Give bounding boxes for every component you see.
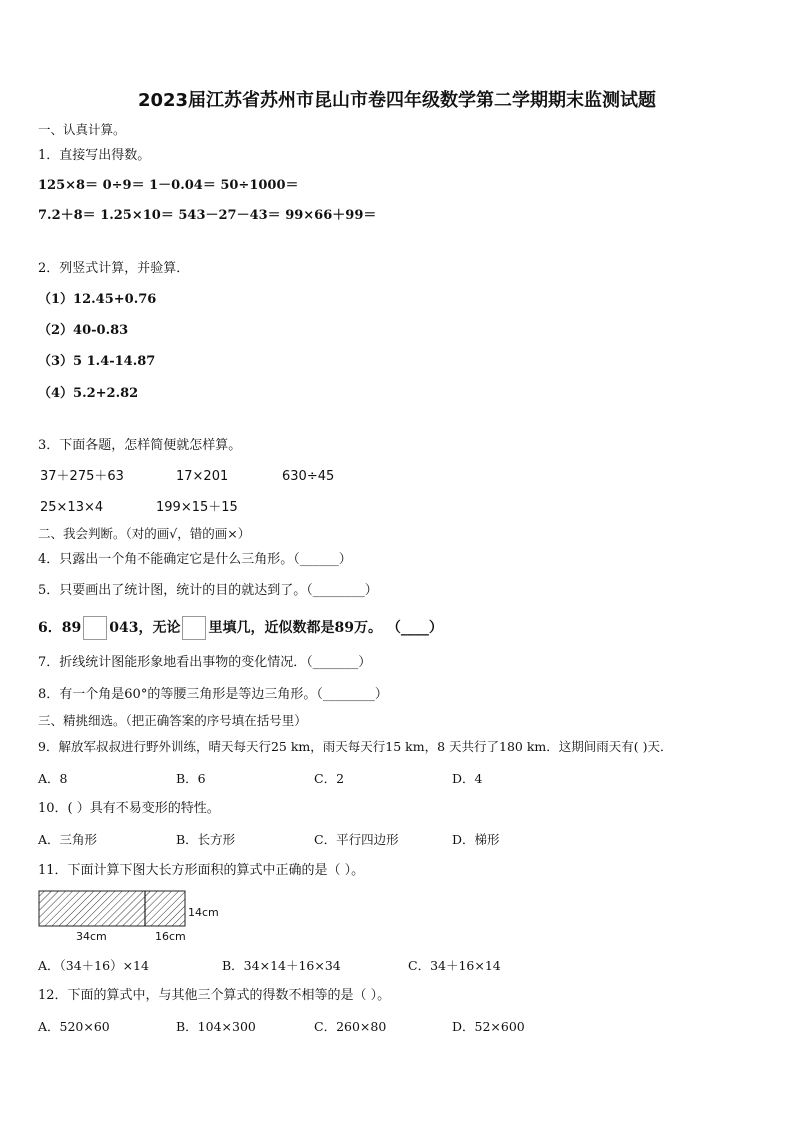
question-8: 8．有一个角是60°的等腰三角形是等边三角形。（________） [38, 687, 388, 702]
question-1-row-2: 7.2＋8＝ 1.25×10＝ 543－27－43＝ 99×66＋99＝ [38, 208, 377, 223]
question-10-option-c: C．平行四边形 [314, 832, 399, 847]
question-3-item-5: 199×15＋15 [156, 500, 238, 515]
height-label: 14cm [188, 906, 219, 919]
question-7: 7．折线统计图能形象地看出事物的变化情况．（_______） [38, 655, 372, 670]
right-width-label: 16cm [155, 930, 186, 943]
question-3-item-3: 630÷45 [282, 469, 335, 484]
question-12-stem: 12．下面的算式中，与其他三个算式的得数不相等的是（ ）。 [38, 988, 391, 1003]
question-12-option-b: B．104×300 [176, 1019, 256, 1034]
question-6 [38, 616, 443, 640]
blank-box-2 [182, 616, 206, 640]
question-10-option-b: B．长方形 [176, 832, 236, 847]
question-3-item-2: 17×201 [176, 469, 229, 484]
question-9-option-a: A．8 [38, 771, 68, 786]
question-11-option-c: C．34＋16×14 [408, 958, 501, 973]
question-9-option-c: C．2 [314, 771, 345, 786]
question-6-prefix: 6．89 [38, 620, 82, 636]
question-11-option-b: B．34×14＋16×34 [222, 958, 341, 973]
question-10-option-a: A．三角形 [38, 832, 98, 847]
question-3-item-4: 25×13×4 [40, 500, 104, 515]
blank-box-1 [83, 616, 107, 640]
question-2-stem: 2．列竖式计算，并验算． [38, 261, 190, 276]
question-5: 5．只要画出了统计图，统计的目的就达到了。（________） [38, 583, 378, 598]
left-width-label: 34cm [76, 930, 107, 943]
question-2-item-3: （3）5 1.4-14.87 [38, 354, 156, 369]
question-2-item-4: （4）5.2+2.82 [38, 386, 139, 401]
page-title: 2023届江苏省苏州市昆山市卷四年级数学第二学期期末监测试题 [137, 90, 657, 111]
question-2-item-2: （2）40-0.83 [38, 323, 129, 338]
section-heading-1: 一、认真计算。 [38, 122, 126, 137]
question-6-mid: 043，无论 [109, 620, 181, 636]
question-1-stem: 1．直接写出得数。 [38, 148, 151, 163]
question-4: 4．只露出一个角不能确定它是什么三角形。（______） [38, 552, 352, 567]
question-2-item-1: （1）12.45+0.76 [38, 292, 157, 307]
question-1-row-1: 125×8＝ 0÷9＝ 1－0.04＝ 50÷1000＝ [38, 178, 299, 193]
question-11-stem: 11．下面计算下图大长方形面积的算式中正确的是（ ）。 [38, 863, 365, 878]
section-heading-2: 二、我会判断。（对的画√，错的画×） [38, 526, 251, 541]
question-12-option-a: A．520×60 [38, 1019, 110, 1034]
hatched-rectangle [38, 890, 188, 930]
question-9-stem: 9．解放军叔叔进行野外训练，晴天每天行25 km，雨天每天行15 km，8 天共行了180 km．这期间雨天有( )天． [38, 739, 673, 754]
question-12-option-c: C．260×80 [314, 1019, 387, 1034]
rectangle-diagram [38, 890, 188, 934]
large-rectangle [39, 891, 185, 926]
section-heading-3: 三、精挑细选。（把正确答案的序号填在括号里） [38, 713, 307, 728]
question-3-stem: 3．下面各题，怎样简便就怎样算。 [38, 438, 242, 453]
question-9-option-b: B．6 [176, 771, 206, 786]
question-9-option-d: D．4 [452, 771, 483, 786]
question-10-stem: 10．( ）具有不易变形的特性。 [38, 801, 220, 816]
question-11-option-a: A．（34＋16）×14 [38, 958, 149, 973]
question-12-option-d: D．52×600 [452, 1019, 525, 1034]
question-3-item-1: 37＋275＋63 [40, 469, 124, 484]
question-6-suffix: 里填几，近似数都是89万。 （____） [208, 620, 443, 636]
question-10-option-d: D．梯形 [452, 832, 500, 847]
